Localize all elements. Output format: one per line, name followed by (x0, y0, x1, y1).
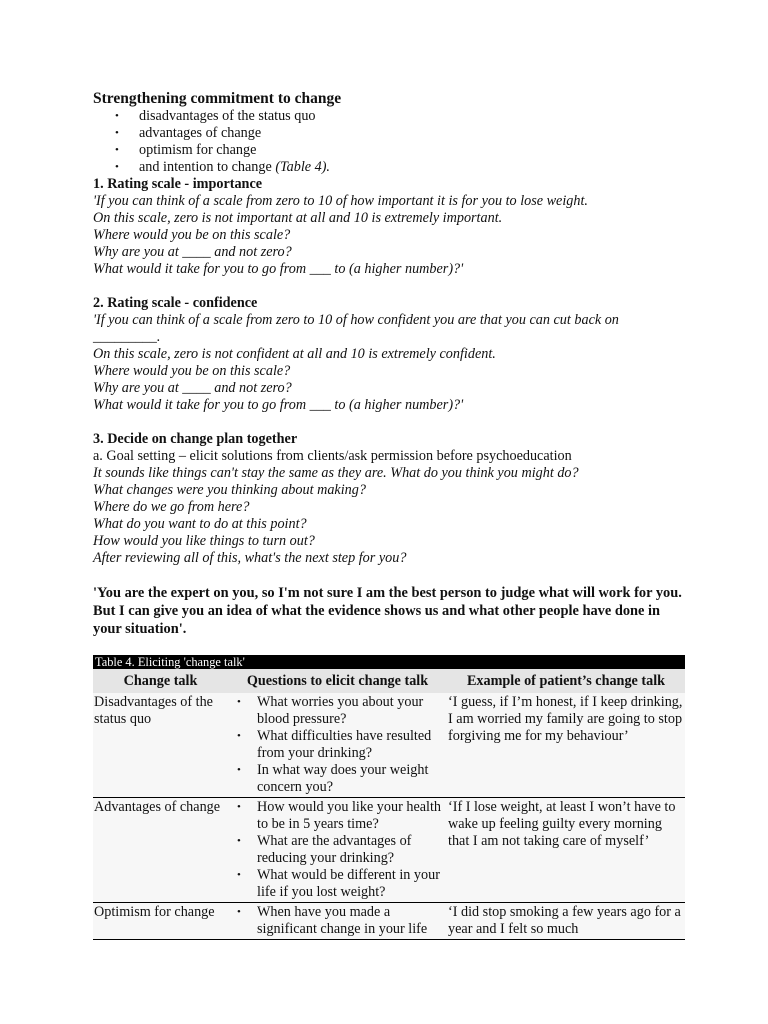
expert-quote: 'You are the expert on you, so I'm not sure I am the best person to judge what will work for you. But I can give you an idea of what the evidence shows us and what other people have done in your situation'. (93, 585, 682, 637)
script-line: Where would you be on this scale? (93, 363, 291, 379)
script-line: What changes were you thinking about making? (93, 482, 366, 498)
example-cell: ‘If I lose weight, at least I won’t have to wake up feeling guilty every morning that I am not taking care of myself’ (447, 798, 685, 903)
section-heading-change-plan: 3. Decide on change plan together (93, 431, 298, 447)
list-item: • disadvantages of the status quo (115, 108, 685, 125)
question-item: • What worries you about your blood pressure? (229, 694, 447, 728)
question-item: • When have you made a significant change in your life (229, 904, 447, 938)
script-line: Where do we go from here? (93, 499, 250, 515)
change-talk-table (93, 669, 685, 940)
question-item: • What would be different in your life if you lost weight? (229, 867, 447, 901)
column-header: Questions to elicit change talk (228, 669, 447, 693)
example-cell: ‘I did stop smoking a few years ago for a year and I felt so much (447, 903, 685, 940)
questions-cell (228, 903, 447, 940)
script-line: What would it take for you to go from ___ to (a higher number)?' (93, 397, 464, 413)
table-caption: Table 4. Eliciting 'change talk' (93, 655, 685, 669)
column-header: Change talk (93, 669, 228, 693)
section-heading-confidence: 2. Rating scale - confidence (93, 295, 258, 311)
column-header: Example of patient’s change talk (447, 669, 685, 693)
script-line: 'If you can think of a scale from zero to 10 of how confident you are that you can cut back on (93, 312, 619, 328)
table-row (93, 903, 685, 940)
list-item (115, 159, 685, 176)
script-line: Why are you at ____ and not zero? (93, 380, 292, 396)
goal-setting-intro: a. Goal setting – elicit solutions from clients/ask permission before psychoeducation (93, 448, 572, 464)
script-line: On this scale, zero is not important at all and 10 is extremely important. (93, 210, 503, 226)
question-item: • How would you like your health to be in 5 years time? (229, 799, 447, 833)
questions-cell (228, 693, 447, 798)
script-line: 'If you can think of a scale from zero to 10 of how important it is for you to lose weight. (93, 193, 588, 209)
list-item: • advantages of change (115, 125, 685, 142)
script-line: After reviewing all of this, what's the next step for you? (93, 550, 407, 566)
question-item: • What difficulties have resulted from your drinking? (229, 728, 447, 762)
change-talk-cell: Optimism for change (93, 903, 228, 940)
commitment-list (93, 108, 685, 176)
example-cell: ‘I guess, if I’m honest, if I keep drinking, I am worried my family are going to stop forgiving me for my behaviour’ (447, 693, 685, 798)
question-item: • What are the advantages of reducing your drinking? (229, 833, 447, 867)
change-talk-cell: Advantages of change (93, 798, 228, 903)
script-line: On this scale, zero is not confident at all and 10 is extremely confident. (93, 346, 496, 362)
document-page (93, 89, 685, 940)
script-line: What do you want to do at this point? (93, 516, 307, 532)
table-header-row (93, 669, 685, 693)
script-line: How would you like things to turn out? (93, 533, 315, 549)
change-talk-cell: Disadvantages of the status quo (93, 693, 228, 798)
script-line: _________. (93, 329, 161, 345)
question-item: • In what way does your weight concern you? (229, 762, 447, 796)
script-line: Why are you at ____ and not zero? (93, 244, 292, 260)
table-reference: (Table 4). (275, 159, 330, 175)
script-line: Where would you be on this scale? (93, 227, 291, 243)
section-heading-importance: 1. Rating scale - importance (93, 176, 263, 192)
script-line: What would it take for you to go from ___ to (a higher number)?' (93, 261, 464, 277)
page-title: Strengthening commitment to change (93, 90, 342, 107)
table-row (93, 693, 685, 798)
table-row (93, 798, 685, 903)
script-line: It sounds like things can't stay the same as they are. What do you think you might do? (93, 465, 579, 481)
list-item-text: and intention to change (139, 159, 272, 175)
questions-cell (228, 798, 447, 903)
list-item: • optimism for change (115, 142, 685, 159)
